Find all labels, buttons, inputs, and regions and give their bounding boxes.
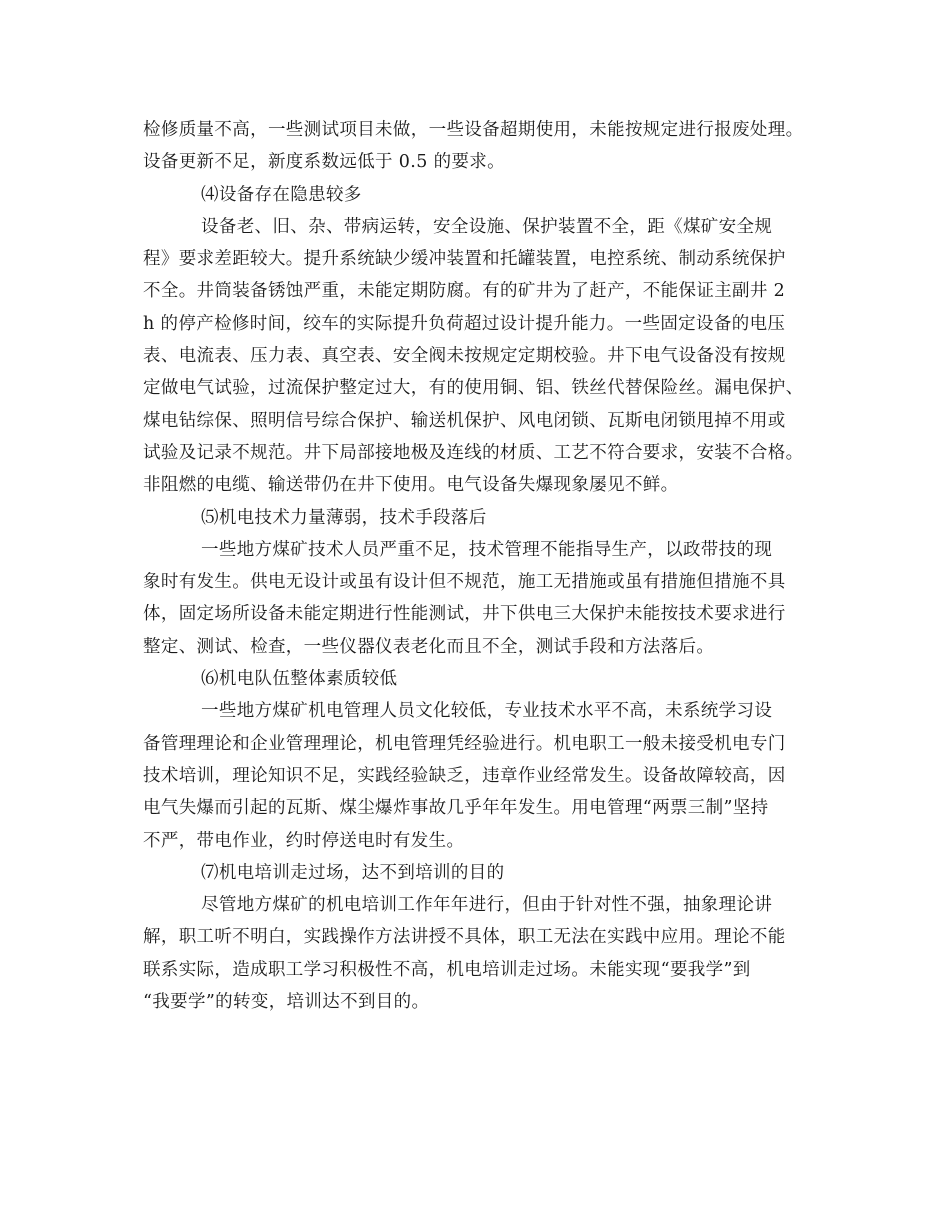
text-line: ⑹机电队伍整体素质较低 xyxy=(201,669,398,690)
text-line: 设备更新不足，新度系数远低于 0.5 的要求。 xyxy=(143,152,506,173)
text-line: ⑺机电培训走过场，达不到培训的目的 xyxy=(201,862,505,883)
text-line: 煤电钻综保、照明信号综合保护、输送机保护、风电闭锁、瓦斯电闭锁甩掉不用或 xyxy=(143,410,786,431)
text-line: 技术培训，理论知识不足，实践经验缺乏，违章作业经常发生。设备故障较高，因 xyxy=(143,765,786,786)
text-line: 程》要求差距较大。提升系统缺少缓冲装置和托罐装置，电控系统、制动系统保护 xyxy=(143,249,786,270)
text-line: 设备老、旧、杂、带病运转，安全设施、保护装置不全，距《煤矿安全规 xyxy=(201,216,773,237)
text-line: 非阻燃的电缆、输送带仍在井下使用。电气设备失爆现象屡见不鲜。 xyxy=(143,475,679,496)
text-line: 解，职工听不明白，实践操作方法讲授不具体，职工无法在实践中应用。理论不能 xyxy=(143,927,786,948)
text-line: “我要学”的转变，培训达不到目的。 xyxy=(143,992,430,1013)
text-line: 定做电气试验，过流保护整定过大，有的使用铜、铝、铁丝代替保险丝。漏电保护、 xyxy=(143,378,804,399)
text-line: 检修质量不高，一些测试项目未做，一些设备超期使用，未能按规定进行报废处理。 xyxy=(143,120,804,140)
text-line: 一些地方煤矿技术人员严重不足，技术管理不能指导生产，以政带技的现 xyxy=(201,539,773,560)
text-line: 象时有发生。供电无设计或虽有设计但不规范，施工无措施或虽有措施但措施不具 xyxy=(143,572,786,593)
text-line: 不全。井筒装备锈蚀严重，未能定期防腐。有的矿井为了赶产，不能保证主副井 2 xyxy=(143,281,786,302)
text-line: 试验及记录不规范。井下局部接地极及连线的材质、工艺不符合要求，安装不合格。 xyxy=(143,442,804,463)
text-line: ⑷设备存在隐患较多 xyxy=(201,184,362,205)
text-line: 整定、测试、检查，一些仪器仪表老化而且不全，测试手段和方法落后。 xyxy=(143,636,715,657)
text-line: 备管理理论和企业管理理论，机电管理凭经验进行。机电职工一般未接受机电专门 xyxy=(143,733,786,754)
text-line: ⑸机电技术力量薄弱，技术手段落后 xyxy=(201,507,487,528)
text-line: 表、电流表、压力表、真空表、安全阀未按规定定期校验。井下电气设备没有按规 xyxy=(143,346,786,367)
text-line: 不严，带电作业，约时停送电时有发生。 xyxy=(143,830,465,851)
text-line: 尽管地方煤矿的机电培训工作年年进行，但由于针对性不强，抽象理论讲 xyxy=(201,895,773,916)
text-line: 体，固定场所设备未能定期进行性能测试，井下供电三大保护未能按技术要求进行 xyxy=(143,604,786,625)
text-line: h 的停产检修时间，绞车的实际提升负荷超过设计提升能力。一些固定设备的电压 xyxy=(143,313,786,334)
text-line: 电气失爆而引起的瓦斯、煤尘爆炸事故几乎年年发生。用电管理“两票三制”坚持 xyxy=(143,798,769,819)
text-line: 联系实际，造成职工学习积极性不高，机电培训走过场。未能实现“要我学”到 xyxy=(143,959,751,980)
document-body xyxy=(143,114,833,1018)
text-line: 一些地方煤矿机电管理人员文化较低，专业技术水平不高，未系统学习设 xyxy=(201,701,773,722)
